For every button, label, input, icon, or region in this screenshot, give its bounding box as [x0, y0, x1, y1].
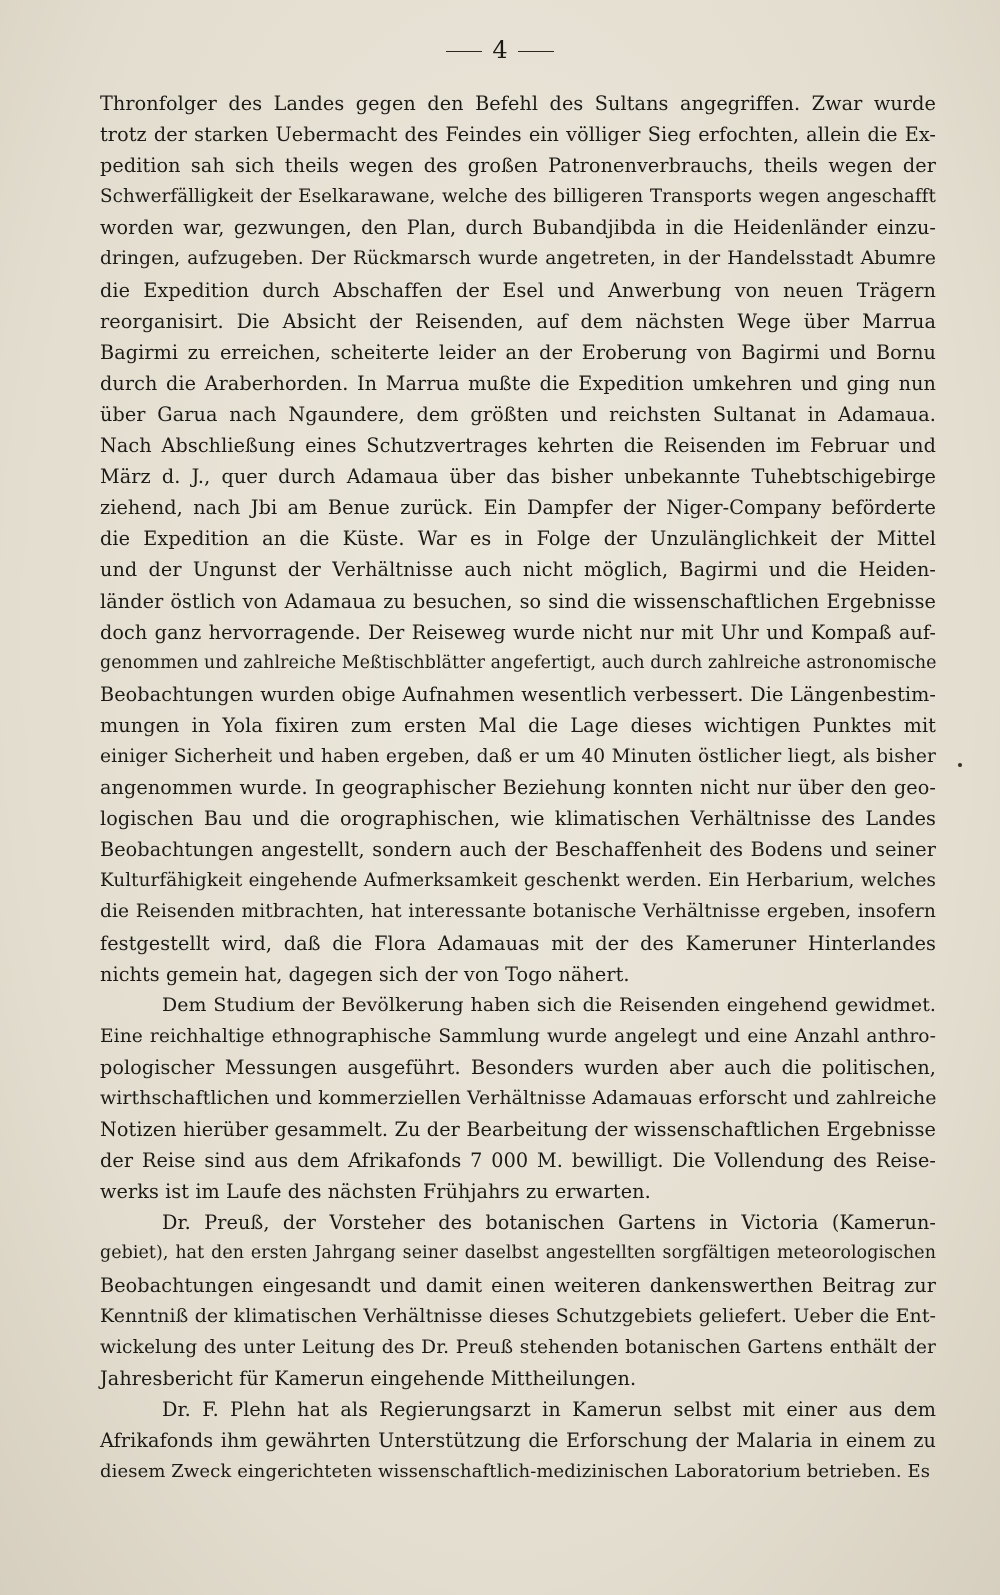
- text-line: Afrikafonds ihm gewährten Unterstützung die Erforschung der Malaria in einem zu: [100, 1429, 936, 1453]
- text-line: pedition sah sich theils wegen des großen Patronenverbrauchs, theils wegen der: [100, 154, 936, 178]
- text-line: Bagirmi zu erreichen, scheiterte leider an der Eroberung von Bagirmi und Bornu: [100, 340, 936, 364]
- text-line: genommen und zahlreiche Meßtischblätter angefertigt, auch durch zahlreiche astronomische: [100, 652, 937, 673]
- text-line: nichts gemein hat, dagegen sich der von Togo nähert.: [100, 962, 630, 986]
- text-line: Beobachtungen eingesandt und damit einen weiteren dankenswerthen Beitrag zur: [100, 1273, 936, 1297]
- text-line: Kenntniß der klimatischen Verhältnisse dieses Schutzgebiets geliefert. Ueber die Ent-: [100, 1304, 936, 1327]
- paragraph: [100, 1394, 936, 1487]
- text-line: angenommen wurde. In geographischer Beziehung konnten nicht nur über den geo-: [100, 776, 936, 800]
- text-line: doch ganz hervorragende. Der Reiseweg wurde nicht nur mit Uhr und Kompaß auf-: [100, 620, 936, 644]
- text-line: länder östlich von Adamaua zu besuchen, so sind die wissenschaftlichen Ergebnisse: [100, 589, 936, 613]
- text-line: ziehend, nach Jbi am Benue zurück. Ein Dampfer der Niger-Company beförderte: [100, 496, 936, 520]
- print-speck: [958, 763, 962, 767]
- text-line: Dr. Preuß, der Vorsteher des botanischen Gartens in Victoria (Kamerun-: [162, 1211, 936, 1235]
- text-line: die Expedition an die Küste. War es in Folge der Unzulänglichkeit der Mittel: [100, 527, 936, 551]
- paragraph: [100, 990, 936, 1208]
- text-line: und der Ungunst der Verhältnisse auch nicht möglich, Bagirmi und die Heiden-: [100, 558, 936, 582]
- page-number-dash-left: [446, 51, 482, 52]
- text-line: reorganisirt. Die Absicht der Reisenden, auf dem nächsten Wege über Marrua: [100, 309, 936, 333]
- text-line: diesem Zweck eingerichteten wissenschaftlich-medizinischen Laboratorium betrieben. Es: [100, 1461, 931, 1483]
- text-line: wickelung des unter Leitung des Dr. Preuß stehenden botanischen Gartens enthält der: [100, 1336, 936, 1358]
- text-line: über Garua nach Ngaundere, dem größten und reichsten Sultanat in Adamaua.: [100, 402, 936, 426]
- text-line: festgestellt wird, daß die Flora Adamauas mit der des Kameruner Hinterlandes: [100, 931, 936, 955]
- text-line: werks ist im Laufe des nächsten Frühjahrs zu erwarten.: [100, 1180, 651, 1204]
- text-line: mungen in Yola fixiren zum ersten Mal die Lage dieses wichtigen Punktes mit: [100, 713, 936, 737]
- text-line: März d. J., quer durch Adamaua über das bisher unbekannte Tuhebtschigebirge: [100, 465, 936, 489]
- text-line: gebiet), hat den ersten Jahrgang seiner daselbst angestellten sorgfältigen meteorologischen: [100, 1243, 936, 1264]
- page-number-value: 4: [492, 36, 508, 64]
- text-line: pologischer Messungen ausgeführt. Besonders wurden aber auch die politischen,: [100, 1055, 936, 1079]
- text-line: einiger Sicherheit und haben ergeben, daß er um 40 Minuten östlicher liegt, als bisher: [100, 745, 936, 767]
- text-line: durch die Araberhorden. In Marrua mußte die Expedition umkehren und ging nun: [100, 371, 936, 395]
- paragraph: [100, 88, 936, 990]
- text-line: logischen Bau und die orographischen, wie klimatischen Verhältnisse des Landes: [100, 807, 936, 831]
- text-line: Beobachtungen wurden obige Aufnahmen wesentlich verbessert. Die Längenbestim-: [100, 682, 936, 706]
- text-line: Jahresbericht für Kamerun eingehende Mittheilungen.: [100, 1366, 637, 1390]
- page-number: [0, 36, 1000, 64]
- text-line: Eine reichhaltige ethnographische Sammlung wurde angelegt und eine Anzahl anthro-: [100, 1025, 936, 1047]
- text-line: Thronfolger des Landes gegen den Befehl des Sultans angegriffen. Zwar wurde: [100, 92, 936, 115]
- text-line: der Reise sind aus dem Afrikafonds 7 000 M. bewilligt. Die Vollendung des Reise-: [100, 1149, 936, 1173]
- text-line: Dem Studium der Bevölkerung haben sich die Reisenden eingehend gewidmet.: [162, 993, 936, 1016]
- text-line: worden war, gezwungen, den Plan, durch Bubandjibda in die Heidenländer einzu-: [100, 216, 936, 240]
- text-line: wirthschaftlichen und kommerziellen Verhältnisse Adamauas erforscht und zahlreiche: [100, 1087, 937, 1109]
- text-line: dringen, aufzugeben. Der Rückmarsch wurde angetreten, in der Handelsstadt Abumre: [100, 248, 936, 270]
- text-line: Notizen hierüber gesammelt. Zu der Bearbeitung der wissenschaftlichen Ergebnisse: [100, 1118, 936, 1142]
- text-line: Beobachtungen angestellt, sondern auch der Beschaffenheit des Bodens und seiner: [100, 838, 936, 862]
- text-line: die Reisenden mitbrachten, hat interessante botanische Verhältnisse ergeben, insofern: [100, 901, 936, 923]
- text-line: Dr. F. Plehn hat als Regierungsarzt in Kamerun selbst mit einer aus dem: [162, 1397, 936, 1421]
- paragraph: [100, 1207, 936, 1394]
- text-line: trotz der starken Uebermacht des Feindes ein völliger Sieg erfochten, allein die Ex-: [100, 123, 936, 147]
- text-line: Nach Abschließung eines Schutzvertrages kehrten die Reisenden im Februar und: [100, 434, 936, 458]
- page-number-dash-right: [518, 51, 554, 52]
- text-line: die Expedition durch Abschaffen der Esel und Anwerbung von neuen Trägern: [100, 278, 936, 302]
- text-line: Schwerfälligkeit der Eselkarawane, welche des billigeren Transports wegen angeschafft: [100, 186, 936, 208]
- body-text: [100, 88, 936, 1487]
- text-line: Kulturfähigkeit eingehende Aufmerksamkeit geschenkt werden. Ein Herbarium, welches: [100, 870, 936, 892]
